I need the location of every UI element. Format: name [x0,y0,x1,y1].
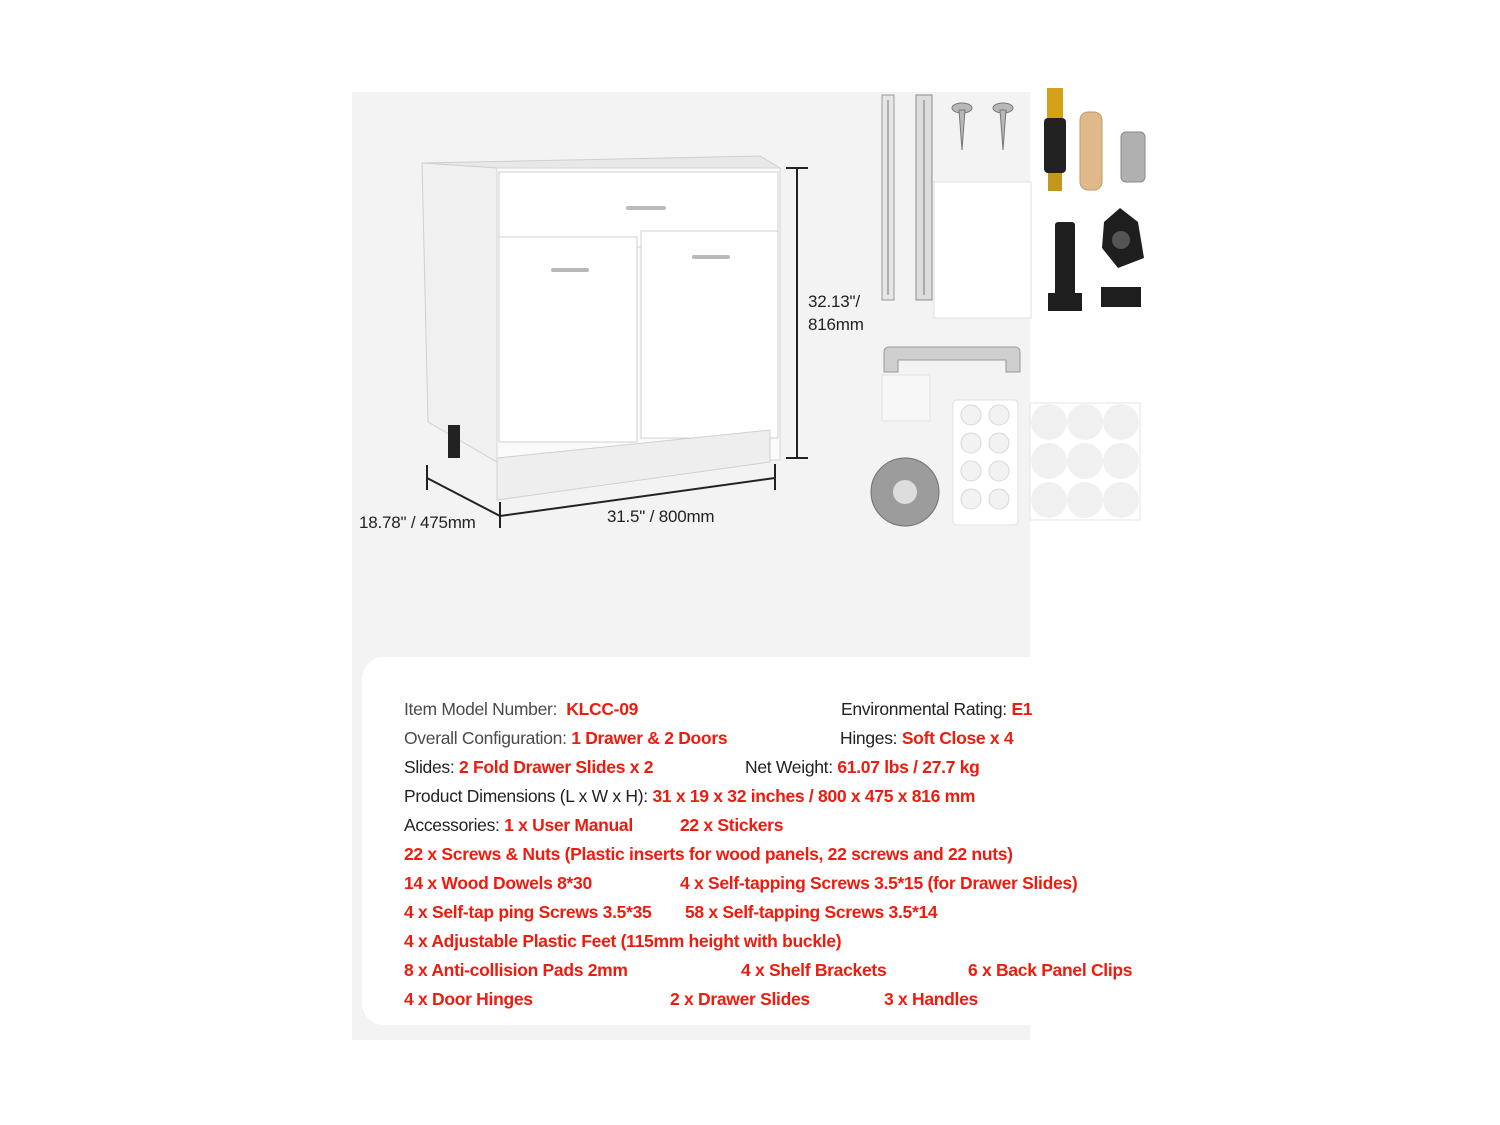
acc-slides: 2 x Drawer Slides [670,989,810,1009]
handle-icon [884,347,1020,372]
acc-screws-nuts: 22 x Screws & Nuts (Plastic inserts for wood panels, 22 screws and 22 nuts) [404,844,1013,864]
plastic-foot-icon [1048,222,1082,311]
manual-icon [934,182,1031,318]
anti-collision-pads-icon [953,400,1018,525]
stickers-icon [1030,403,1140,520]
hinges-row: Hinges: Soft Close x 4 [840,728,1014,748]
acc-pads: 8 x Anti-collision Pads 2mm [404,960,628,980]
acc-brackets: 4 x Shelf Brackets [741,960,887,980]
drawer-slide-icon [882,95,932,300]
hinge-plate-icon [1101,208,1144,307]
cam-bolt-icon [1044,88,1066,191]
screw-icon [952,103,1013,150]
cam-lock-icon [871,458,939,526]
acc-self-tap-15: 4 x Self-tapping Screws 3.5*15 (for Drawer Slides) [680,873,1078,893]
acc-stickers: 22 x Stickers [680,815,784,835]
acc-feet: 4 x Adjustable Plastic Feet (115mm height with buckle) [404,931,842,951]
config-row: Overall Configuration: 1 Drawer & 2 Doors [404,728,728,748]
acc-self-tap-35: 4 x Self-tap ping Screws 3.5*35 [404,902,652,922]
dimensions-row: Product Dimensions (L x W x H): 31 x 19 x 32 inches / 800 x 475 x 816 mm [404,786,976,806]
shelf-bracket-icon [882,375,930,421]
acc-hinges: 4 x Door Hinges [404,989,533,1009]
acc-clips: 6 x Back Panel Clips [968,960,1133,980]
metal-nut-icon [1121,132,1145,182]
env-rating-row: Environmental Rating: E1 [841,699,1033,719]
depth-dimension: 18.78" / 475mm [359,513,476,532]
acc-dowels: 14 x Wood Dowels 8*30 [404,873,592,893]
width-dimension: 31.5" / 800mm [607,507,715,526]
height-dimension: 32.13"/ 816mm [808,292,864,334]
slides-row: Slides: 2 Fold Drawer Slides x 2 [404,757,654,777]
accessories-row: Accessories: 1 x User Manual [404,815,633,835]
weight-row: Net Weight: 61.07 lbs / 27.7 kg [745,757,980,777]
wood-dowel-icon [1080,112,1102,190]
acc-self-tap-14: 58 x Self-tapping Screws 3.5*14 [685,902,938,922]
model-number-row: Item Model Number: KLCC-09 [404,699,639,719]
acc-handles: 3 x Handles [884,989,978,1009]
